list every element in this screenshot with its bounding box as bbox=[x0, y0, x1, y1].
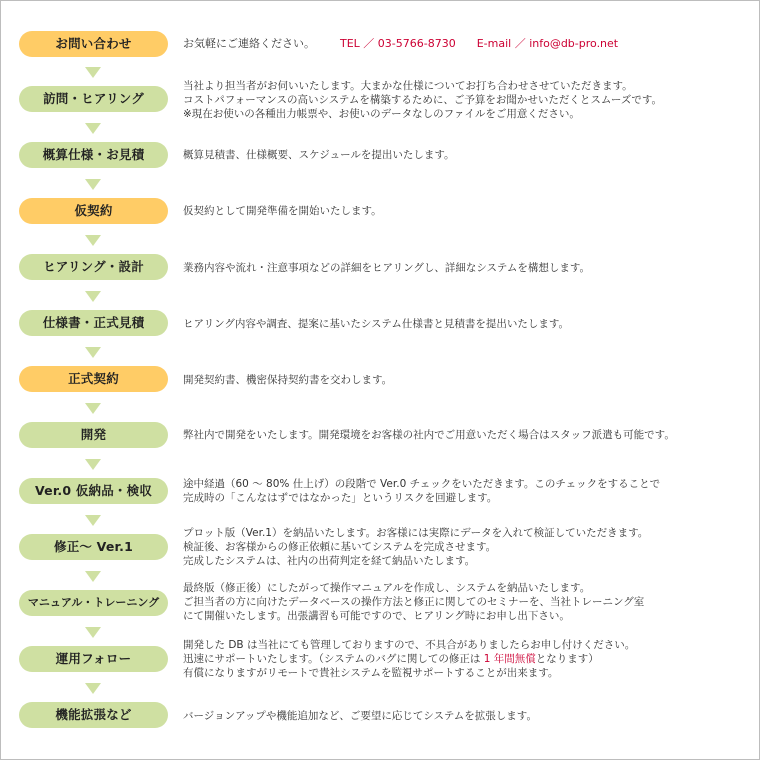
desc-line: 途中経過（60 ～ 80% 仕上げ）の段階で Ver.0 チェックをいただきます。このチェックをすることで bbox=[183, 478, 661, 490]
desc-line: 最終版（修正後）にしたがって操作マニュアルを作成し、システムを納品いたします。 bbox=[183, 582, 591, 594]
contact-email[interactable]: E-mail ／ info@db-pro.net bbox=[476, 37, 619, 50]
desc-line: ヒアリング内容や調査、提案に基いたシステム仕様書と見積書を提出いたします。 bbox=[183, 318, 569, 330]
step-label: 正式契約 bbox=[19, 366, 168, 392]
desc-line: ご担当者の方に向けたデータベースの操作方法と修正に関してのセミナーを、当社トレーニング室 bbox=[183, 596, 645, 608]
desc-text: 迅速にサポートいたします。（システムのバグに関しての修正は bbox=[183, 653, 484, 665]
down-arrow-icon bbox=[85, 571, 101, 582]
contact-info bbox=[183, 37, 618, 51]
down-arrow-icon bbox=[85, 347, 101, 358]
step-label: 仮契約 bbox=[19, 198, 168, 224]
step-label: 機能拡張など bbox=[19, 702, 168, 728]
step-label: 修正～ Ver.1 bbox=[19, 534, 168, 560]
down-arrow-icon bbox=[85, 683, 101, 694]
desc-line: 当社より担当者がお伺いいたします。大まかな仕様についてお打ち合わせさせていただきます。 bbox=[183, 80, 633, 92]
step-description bbox=[183, 317, 569, 331]
contact-tel[interactable]: TEL ／ 03-5766-8730 bbox=[340, 37, 456, 50]
step-label: ヒアリング・設計 bbox=[19, 254, 168, 280]
step-description bbox=[183, 428, 675, 442]
desc-line: 仮契約として開発準備を開始いたします。 bbox=[183, 205, 382, 217]
step-description bbox=[183, 204, 382, 218]
down-arrow-icon bbox=[85, 459, 101, 470]
desc-line: バージョンアップや機能追加など、ご要望に応じてシステムを拡張します。 bbox=[183, 710, 537, 722]
down-arrow-icon bbox=[85, 515, 101, 526]
desc-line: 概算見積書、仕様概要、スケジュールを提出いたします。 bbox=[183, 149, 455, 161]
step-label: お問い合わせ bbox=[19, 31, 168, 57]
step-description bbox=[183, 526, 648, 568]
step-label: 訪問・ヒアリング bbox=[19, 86, 168, 112]
down-arrow-icon bbox=[85, 291, 101, 302]
down-arrow-icon bbox=[85, 123, 101, 134]
step-description bbox=[183, 709, 537, 723]
step-description bbox=[183, 79, 662, 121]
down-arrow-icon bbox=[85, 403, 101, 414]
step-description bbox=[183, 477, 660, 505]
desc-text: となります） bbox=[535, 653, 599, 665]
desc-line: プロット版（Ver.1）を納品いたします。お客様には実際にデータを入れて検証していただきます。 bbox=[183, 527, 649, 539]
step-description bbox=[183, 373, 392, 387]
step-description bbox=[183, 581, 644, 623]
down-arrow-icon bbox=[85, 67, 101, 78]
desc-line: 完成時の「こんなはずではなかった」というリスクを回避します。 bbox=[183, 492, 498, 504]
step-label: 運用フォロー bbox=[19, 646, 168, 672]
desc-line: 開発した DB は当社にても管理しておりますので、不具合がありましたらお申し付けください。 bbox=[183, 639, 636, 651]
step-description bbox=[183, 638, 635, 680]
desc-line: 開発契約書、機密保持契約書を交わします。 bbox=[183, 374, 393, 386]
down-arrow-icon bbox=[85, 179, 101, 190]
step-label: 概算仕様・お見積 bbox=[19, 142, 168, 168]
desc-line: にて開催いたします。出張講習も可能ですので、ヒアリング時にお申し出下さい。 bbox=[183, 610, 570, 622]
contact-intro: お気軽にご連絡ください。 bbox=[183, 37, 315, 50]
down-arrow-icon bbox=[85, 627, 101, 638]
step-label: Ver.0 仮納品・検収 bbox=[19, 478, 168, 504]
step-label: マニュアル・トレーニング bbox=[19, 590, 168, 616]
desc-line: 検証後、お客様からの修正依頼に基いてシステムを完成させます。 bbox=[183, 541, 497, 553]
step-label: 仕様書・正式見積 bbox=[19, 310, 168, 336]
down-arrow-icon bbox=[85, 235, 101, 246]
desc-line: 弊社内で開発をいたします。開発環境をお客様の社内でご用意いただく場合はスタッフ派遣も可能です。 bbox=[183, 429, 675, 441]
desc-line: 有償になりますがリモートで貴社システムを監視サポートすることが出来ます。 bbox=[183, 667, 559, 679]
step-description bbox=[183, 148, 455, 162]
free-support-highlight: 1 年間無償 bbox=[483, 653, 536, 665]
desc-line bbox=[183, 652, 635, 666]
desc-line: 業務内容や流れ・注意事項などの詳細をヒアリングし、詳細なシステムを構想します。 bbox=[183, 262, 590, 274]
desc-line: ※現在お使いの各種出力帳票や、お使いのデータなしのファイルをご用意ください。 bbox=[183, 108, 580, 120]
desc-line: 完成したシステムは、社内の出荷判定を経て納品いたします。 bbox=[183, 555, 476, 567]
desc-line: コストパフォーマンスの高いシステムを構築するために、ご予算をお聞かせいただくとスムーズです。 bbox=[183, 94, 663, 106]
step-description bbox=[183, 261, 590, 275]
step-label: 開発 bbox=[19, 422, 168, 448]
